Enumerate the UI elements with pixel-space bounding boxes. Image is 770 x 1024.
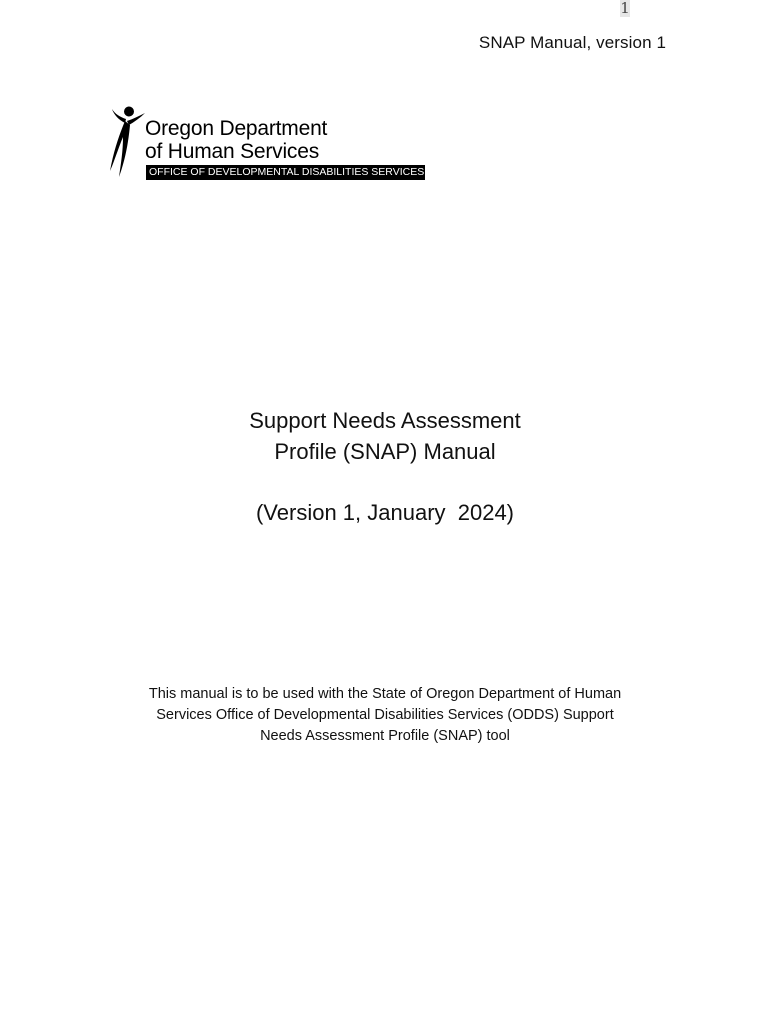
odhs-logo (108, 105, 425, 180)
description-line-2: Services Office of Developmental Disabilities Services (ODDS) Support (156, 707, 614, 723)
logo-name-line2: of Human Services (145, 140, 320, 163)
title-line-1: Support Needs Assessment (249, 408, 521, 433)
manual-description (0, 684, 770, 747)
logo-office-bar: OFFICE OF DEVELOPMENTAL DISABILITIES SERVICES (146, 165, 425, 180)
running-header: SNAP Manual, version 1 (478, 33, 666, 52)
person-arms-raised-icon (108, 105, 146, 180)
page-number-marker: 1 (620, 0, 630, 17)
document-title (0, 405, 770, 467)
logo-name-line1: Oregon Department (145, 117, 328, 140)
description-line-3: Needs Assessment Profile (SNAP) tool (260, 728, 510, 744)
description-line-1: This manual is to be used with the State of Oregon Department of Human (148, 686, 622, 702)
version-date: (Version 1, January 2024) (255, 500, 515, 525)
title-line-2: Profile (SNAP) Manual (274, 439, 496, 464)
